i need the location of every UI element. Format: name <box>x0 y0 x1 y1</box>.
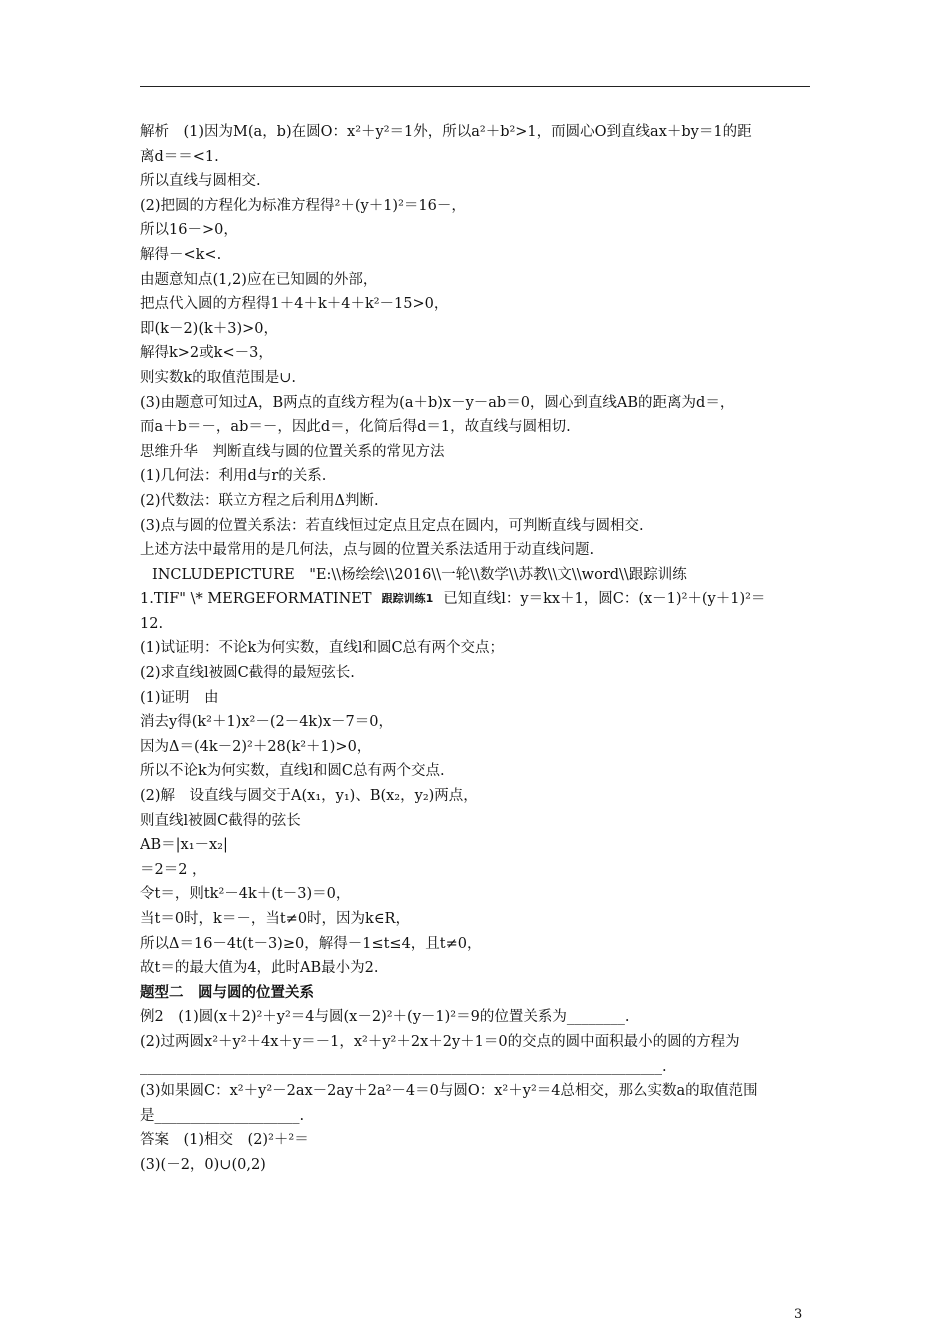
text-line: (2)解 设直线与圆交于A(x₁，y₁)、B(x₂，y₂)两点， <box>140 788 478 805</box>
text-line: (2)过两圆x²＋y²＋4x＋y＝－1，x²＋y²＋2x＋2y＋1＝0的交点的圆中面积最小的圆的方程为 <box>140 1033 740 1050</box>
text-line: 由题意知点(1,2)应在已知圆的外部， <box>140 271 378 288</box>
practice-line <box>140 587 812 612</box>
text-line: ＝2＝2 ， <box>140 861 207 878</box>
text-line: (1)试证明：不论k为何实数，直线l和圆C总有两个交点； <box>140 640 505 657</box>
text-line: 故t＝的最大值为4，此时AB最小为2. <box>140 960 379 977</box>
text-line: 例2 (1)圆(x＋2)²＋y²＝4与圆(x－2)²＋(y－1)²＝9的位置关系为________. <box>140 1009 630 1026</box>
answer-blank-line: ________________________________________________________________________. <box>140 1058 667 1075</box>
text-line: (1)证明 由 <box>140 689 219 706</box>
text-line: 解得k>2或k<－3， <box>140 345 273 362</box>
text-line: 令t＝，则tk²－4k＋(t－3)＝0， <box>140 886 351 903</box>
practice-problem-text: 已知直线l：y＝kx＋1，圆C：(x－1)²＋(y＋1)²＝ <box>443 591 766 608</box>
header-rule <box>140 86 810 87</box>
text-line: (3)点与圆的位置关系法：若直线恒过定点且定点在圆内，可判断直线与圆相交. <box>140 517 644 534</box>
text-line: AB＝|x₁－x₂| <box>140 837 228 854</box>
text-line: 消去y得(k²＋1)x²－(2－4k)x－7＝0， <box>140 714 393 731</box>
text-line: 因为Δ＝(4k－2)²＋28(k²＋1)>0， <box>140 738 372 755</box>
section-heading: 思维升华 判断直线与圆的位置关系的常见方法 <box>140 443 445 460</box>
field-code-tail: 1.TIF" \* MERGEFORMATINET <box>140 591 372 608</box>
text-line: 则实数k的取值范围是∪. <box>140 369 297 386</box>
text-line: 当t＝0时，k＝－，当t≠0时，因为k∈R， <box>140 911 410 927</box>
text-line: 把点代入圆的方程得1＋4＋k＋4＋k²－15>0， <box>140 296 449 313</box>
practice-tag: 跟踪训练1 <box>381 592 434 606</box>
text-line: 而a＋b＝－，ab＝－，因此d＝，化简后得d＝1，故直线与圆相切. <box>140 419 571 436</box>
text-line: (3)由题意可知过A，B两点的直线方程为(a＋b)x－y－ab＝0，圆心到直线AB的距离为d＝， <box>140 394 735 411</box>
answer-line: 答案 (1)相交 (2)²＋²＝ <box>140 1132 309 1149</box>
text-line: 解析 (1)因为M(a，b)在圆O：x²＋y²＝1外，所以a²＋b²>1，而圆心O到直线ax＋by＝1的距 <box>140 124 752 140</box>
text-line: (2)代数法：联立方程之后利用Δ判断. <box>140 492 379 509</box>
text-line: 所以直线与圆相交. <box>140 173 261 190</box>
text-line: 所以不论k为何实数，直线l和圆C总有两个交点. <box>140 763 445 780</box>
text-line: 上述方法中最常用的是几何法，点与圆的位置关系法适用于动直线问题. <box>140 542 595 559</box>
field-code-line: INCLUDEPICTURE "E:\\杨绘绘\\2016\\一轮\\数学\\苏教\\文\\word\\跟踪训练 <box>152 566 687 583</box>
text-line: 所以16－>0， <box>140 222 238 239</box>
text-line: (3)如果圆C：x²＋y²－2ax－2ay＋2a²－4＝0与圆O：x²＋y²＝4总相交，那么实数a的取值范围 <box>140 1083 758 1100</box>
page-number: 3 <box>794 1307 803 1322</box>
text-line: 即(k－2)(k＋3)>0， <box>140 320 279 337</box>
text-line: (2)求直线l被圆C截得的最短弦长. <box>140 665 355 682</box>
text-line: (1)几何法：利用d与r的关系. <box>140 468 327 485</box>
text-line: 离d＝＝<1. <box>140 148 219 165</box>
section-title: 题型二 圆与圆的位置关系 <box>140 983 314 1001</box>
answer-line: (3)(－2，0)∪(0,2) <box>140 1156 266 1173</box>
text-line: 所以Δ＝16－4t(t－3)≥0，解得－1≤t≤4，且t≠0， <box>140 935 482 952</box>
document-body <box>140 120 812 1178</box>
text-line: 是____________________. <box>140 1107 305 1124</box>
text-line: 则直线l被圆C截得的弦长 <box>140 812 301 829</box>
text-line: 12. <box>140 615 164 632</box>
text-line: 解得－<k<. <box>140 246 222 263</box>
text-line: (2)把圆的方程化为标准方程得²＋(y＋1)²＝16－， <box>140 197 466 214</box>
